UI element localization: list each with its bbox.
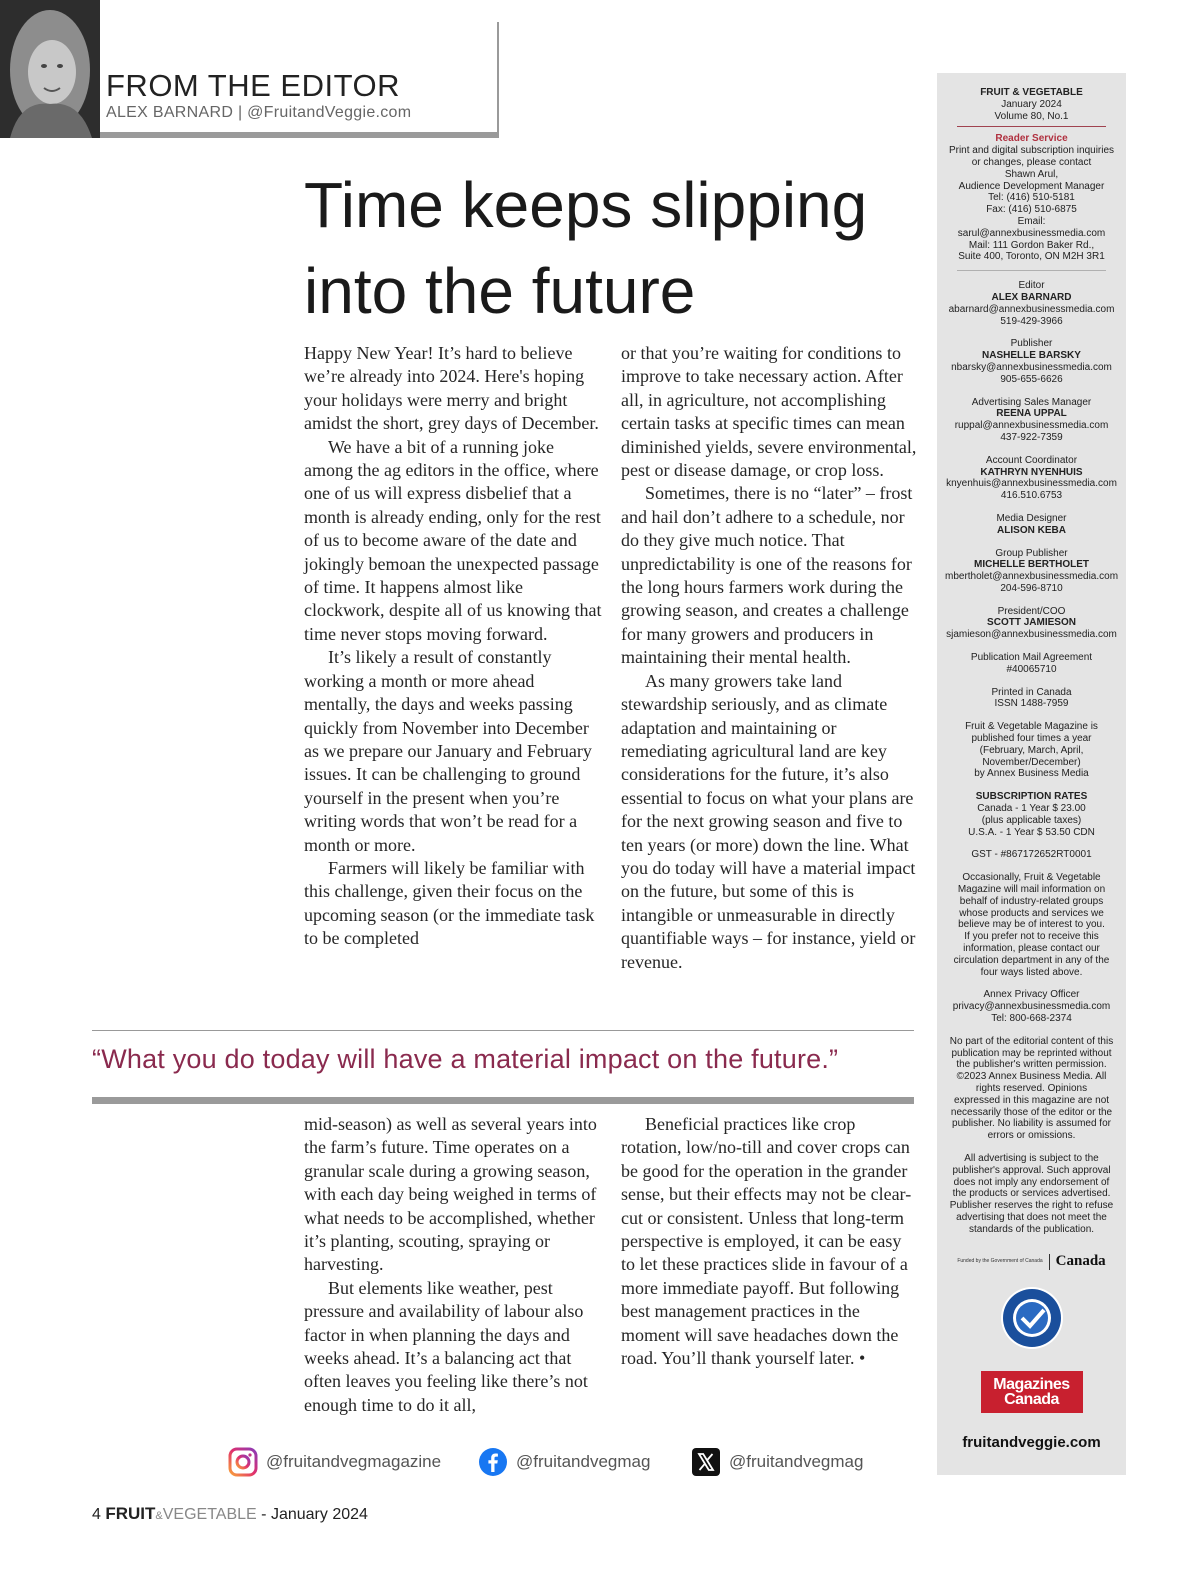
mailing-notice-line: behalf of industry-related groups	[959, 895, 1104, 907]
staff-role: Group Publisher	[995, 547, 1068, 559]
body-column-2	[621, 342, 919, 974]
reader-service-heading: Reader Service	[995, 133, 1068, 145]
facebook-handle: @fruitandvegmag	[516, 1452, 651, 1471]
paragraph: As many growers take land stewardship seriously, and as climate adaptation and maintaining or remediating agricultural land are key considerations for the future, it’s also essential to focus on what your plans are for the next growing season and five to ten years (or more) down the line. What you do today will have a material impact on the future, but some of this is intangible or unmeasurable in directly quantifiable ways – for instance, yield or revenue.	[621, 670, 916, 972]
staff-email: mbertholet@annexbusinessmedia.com	[945, 571, 1119, 583]
page-number: 4	[92, 1506, 101, 1523]
mail-agreement	[945, 652, 1118, 676]
reader-service-line: Audience Development Manager	[958, 180, 1105, 192]
mailing-notice-line: If you prefer not to receive this	[964, 931, 1099, 943]
footer-brand-vegetable: VEGETABLE	[162, 1506, 257, 1523]
staff-email: knyenhuis@annexbusinessmedia.com	[946, 478, 1117, 490]
staff-role: Publisher	[1010, 338, 1053, 350]
masthead-divider	[957, 126, 1106, 127]
mailing-notice-line: believe may be of interest to you.	[958, 919, 1105, 931]
masthead-volume: Volume 80, No.1	[994, 110, 1069, 122]
mailing-notice-line: information, please contact our	[963, 943, 1100, 955]
mail-agreement-line: #40065710	[1006, 663, 1057, 675]
staff-phone: 204-596-8710	[1000, 582, 1063, 594]
reader-service-block	[945, 133, 1118, 263]
canada-wordmark: Canada	[1055, 1252, 1106, 1269]
body-column-3	[304, 1113, 602, 1417]
advertising-line: All advertising is subject to the	[964, 1152, 1099, 1164]
reader-service-line: Fax: (416) 510-6875	[986, 204, 1077, 216]
mail-agreement-line: Publication Mail Agreement	[970, 652, 1093, 664]
instagram-icon	[228, 1447, 258, 1477]
staff-role: Editor	[1018, 280, 1045, 292]
masthead-divider	[957, 270, 1106, 271]
masthead-sidebar	[937, 73, 1126, 1475]
staff-role: Advertising Sales Manager	[971, 396, 1092, 408]
page-footer	[92, 1504, 368, 1524]
byline: ALEX BARNARD | @FruitandVeggie.com	[106, 104, 412, 121]
advertising-line: standards of the publication.	[968, 1223, 1095, 1235]
frequency-line: published four times a year	[971, 733, 1092, 745]
privacy-line: Tel: 800-668-2374	[991, 1013, 1072, 1024]
footer-brand-fruit: FRUIT	[105, 1504, 156, 1523]
magazines-canada-line2: Canada	[1004, 1391, 1059, 1409]
frequency-line: November/December)	[982, 756, 1081, 768]
magazines-canada-logo	[981, 1371, 1083, 1413]
staff-name: REENA UPPAL	[996, 408, 1067, 420]
advertising-line: Publisher reserves the right to refuse	[949, 1200, 1114, 1212]
frequency-note	[945, 721, 1118, 780]
frequency-line: by Annex Business Media	[974, 768, 1089, 780]
subscription-heading: SUBSCRIPTION RATES	[975, 791, 1088, 803]
staff-phone: 519-429-3966	[1000, 315, 1063, 327]
staff-phone: 416.510.6753	[1000, 490, 1063, 502]
staff-phone: 437-922-7359	[1000, 431, 1063, 443]
government-of-canada-logo	[945, 1254, 1118, 1270]
social-x[interactable]	[691, 1446, 863, 1478]
staff-group-publisher	[945, 548, 1118, 595]
privacy-line: privacy@annexbusinessmedia.com	[952, 1001, 1111, 1013]
rights-line: No part of the editorial content of this	[949, 1035, 1114, 1047]
mailing-notice-line: Occasionally, Fruit & Vegetable	[962, 872, 1101, 884]
footer-issue: - January 2024	[261, 1506, 368, 1523]
paragraph: It’s likely a result of constantly working a month or more ahead mentally, the days and weeks passing quickly from November into December as we prepare our January and February issues. It can be challenging to ground yourself in the present when you’re writing words that won’t be read for a month or more.	[304, 647, 592, 855]
staff-name: ALISON KEBA	[997, 524, 1066, 536]
aam-seal-icon	[1000, 1286, 1064, 1350]
headline-line-2: into the future	[304, 255, 696, 327]
editor-photo	[0, 0, 100, 138]
headline	[304, 162, 924, 334]
subscription-line: U.S.A. - 1 Year $ 53.50 CDN	[968, 826, 1095, 838]
pull-quote-rule-top	[92, 1030, 914, 1031]
staff-name: SCOTT JAMIESON	[987, 617, 1076, 629]
mailing-notice-line: circulation department in any of the	[953, 954, 1110, 966]
advertising-line: advertising that does not meet the	[956, 1211, 1107, 1223]
printed-in	[945, 687, 1118, 711]
staff-president	[945, 606, 1118, 641]
frequency-line: (February, March, April,	[979, 744, 1084, 756]
staff-account-coordinator	[945, 455, 1118, 502]
subscription-line: (plus applicable taxes)	[981, 814, 1082, 826]
reader-service-line: Tel: (416) 510-5181	[988, 192, 1075, 204]
body-column-1	[304, 342, 602, 951]
headline-line-1: Time keeps slipping	[304, 169, 868, 241]
staff-phone: 905-655-6626	[1000, 373, 1063, 385]
staff-role: Account Coordinator	[985, 454, 1078, 466]
staff-email: sjamieson@annexbusinessmedia.com	[946, 629, 1117, 641]
section-label: FROM THE EDITOR	[106, 68, 400, 103]
advertising-line: does not imply any endorsement of	[953, 1176, 1110, 1188]
social-facebook[interactable]	[478, 1446, 650, 1478]
staff-email: abarnard@annexbusinessmedia.com	[948, 303, 1115, 315]
staff-role: President/COO	[997, 605, 1066, 617]
rights-line: ©2023 Annex Business Media. All	[956, 1071, 1107, 1083]
mailing-notice-line: whose products and services we	[959, 907, 1104, 919]
printed-line: Printed in Canada	[991, 686, 1072, 698]
reader-service-line: Print and digital subscription inquiries	[948, 145, 1115, 157]
mailing-notice	[945, 872, 1118, 978]
mailing-notice-line: four ways listed above.	[980, 966, 1083, 978]
paragraph: or that you’re waiting for conditions to improve to take necessary action. After all, in agriculture, not accomplishing certain tasks at specific times can mean diminished yields, severe environmental, pest or disease damage, or crop loss.	[621, 343, 917, 481]
paragraph: Sometimes, there is no “later” – frost and hail don’t adhere to a schedule, nor do they give much notice. That unpredictability is one of the reasons for the long hours farmers work during the growing season, and creates a challenge for many growers and producers in maintaining their mental health.	[621, 483, 913, 668]
advertising-line: the products or services advertised.	[952, 1188, 1111, 1200]
reader-service-line: sarul@annexbusinessmedia.com	[957, 227, 1106, 239]
mailing-notice-line: Magazine will mail information on	[957, 884, 1106, 896]
website-link[interactable]: fruitandveggie.com	[962, 1434, 1101, 1451]
reader-service-line: Suite 400, Toronto, ON M2H 3R1	[958, 251, 1105, 263]
staff-email: ruppal@annexbusinessmedia.com	[954, 420, 1109, 432]
paragraph: mid-season) as well as several years into the farm’s future. Time operates on a granular scale during a growing season, with each day being weighed in terms of what needs to be accomplished, whether it’s planting, scouting, spraying or harvesting.	[304, 1114, 597, 1275]
reader-service-line: Email:	[1017, 215, 1046, 227]
advertising-notice	[945, 1153, 1118, 1236]
editor-portrait-icon	[0, 0, 100, 138]
staff-advertising	[945, 397, 1118, 444]
reader-service-line: or changes, please contact	[971, 156, 1092, 168]
canada-divider	[1049, 1254, 1050, 1270]
magazines-canada-line1: Magazines	[993, 1376, 1070, 1394]
privacy-officer	[945, 989, 1118, 1024]
reader-service-line: Mail: 111 Gordon Baker Rd.,	[968, 239, 1095, 251]
advertising-line: publisher's approval. Such approval	[952, 1164, 1111, 1176]
reader-service-line: Shawn Arul,	[1004, 168, 1059, 180]
rights-line: expressed in this magazine are not	[953, 1094, 1110, 1106]
rights-line: errors or omissions.	[987, 1130, 1076, 1142]
subscription-line: Canada - 1 Year $ 23.00	[977, 803, 1086, 815]
paragraph: But elements like weather, pest pressure and availability of labour also factor in when planning the days and weeks ahead. It’s a balancing act that often leaves you feeling like there’s not enough time to do it all,	[304, 1277, 588, 1415]
header-divider-horizontal	[100, 132, 499, 138]
gst-number: GST - #867172652RT0001	[971, 849, 1092, 861]
rights-line: necessarily those of the editor or the	[950, 1106, 1113, 1118]
staff-email: nbarsky@annexbusinessmedia.com	[951, 361, 1112, 373]
paragraph: We have a bit of a running joke among the ag editors in the office, where one of us will express disbelief that a month is already ending, only for the rest of us to become aware of the date and jokingly bemoan the unexpected passage of time. It happens almost like clockwork, despite all of us knowing that time never stops moving forward.	[304, 436, 602, 644]
x-handle: @fruitandvegmag	[729, 1452, 864, 1471]
rights-notice	[945, 1036, 1118, 1142]
staff-name: MICHELLE BERTHOLET	[974, 559, 1089, 571]
frequency-line: Fruit & Vegetable Magazine is	[965, 721, 1098, 733]
paragraph: Farmers will likely be familiar with this challenge, given their focus on the upcoming season (or the immediate task to be completed	[304, 857, 595, 949]
staff-publisher	[945, 338, 1118, 385]
staff-editor	[945, 280, 1118, 327]
footer-brand-amp: &	[155, 1510, 163, 1522]
pull-quote: “What you do today will have a material impact on the future.”	[92, 1044, 839, 1074]
rights-line: rights reserved. Opinions	[975, 1082, 1088, 1094]
subscription-rates	[945, 791, 1118, 838]
social-instagram[interactable]	[228, 1446, 441, 1478]
privacy-line: Annex Privacy Officer	[983, 989, 1080, 1001]
body-column-4	[621, 1113, 919, 1370]
rights-line: publisher. No liability is assumed for	[952, 1118, 1111, 1130]
pull-quote-rule-bottom	[92, 1097, 914, 1104]
staff-name: NASHELLE BARSKY	[982, 350, 1081, 362]
x-icon	[691, 1447, 721, 1477]
masthead-title: FRUIT & VEGETABLE	[980, 87, 1083, 98]
rights-line: publication may be reprinted without	[951, 1047, 1112, 1059]
staff-role: Media Designer	[996, 512, 1067, 524]
instagram-handle: @fruitandvegmagazine	[266, 1452, 442, 1471]
printed-line: ISSN 1488-7959	[994, 698, 1069, 710]
funded-by-text: Funded by the Government of Canada	[957, 1257, 1043, 1264]
staff-media-designer	[945, 513, 1118, 537]
header-divider-vertical	[497, 22, 499, 138]
paragraph: Beneficial practices like crop rotation, low/no-till and cover crops can be good for the operation in the grander sense, but their effects may not be clear-cut or consistent. Unless that long-term perspective is employed, it can be easy to let these practices slide in favour of a more immediate payoff. But following best management practices in the moment will save headaches down the road. You’ll thank yourself later. •	[621, 1114, 912, 1369]
facebook-icon	[478, 1447, 508, 1477]
staff-name: KATHRYN NYENHUIS	[980, 466, 1083, 478]
staff-name: ALEX BARNARD	[991, 291, 1072, 303]
masthead-issue-date: January 2024	[1001, 98, 1062, 110]
rights-line: the publisher's written permission.	[956, 1059, 1107, 1071]
paragraph: Happy New Year! It’s hard to believe we’re already into 2024. Here's hoping your holidays were merry and bright amidst the short, grey days of December.	[304, 343, 599, 434]
